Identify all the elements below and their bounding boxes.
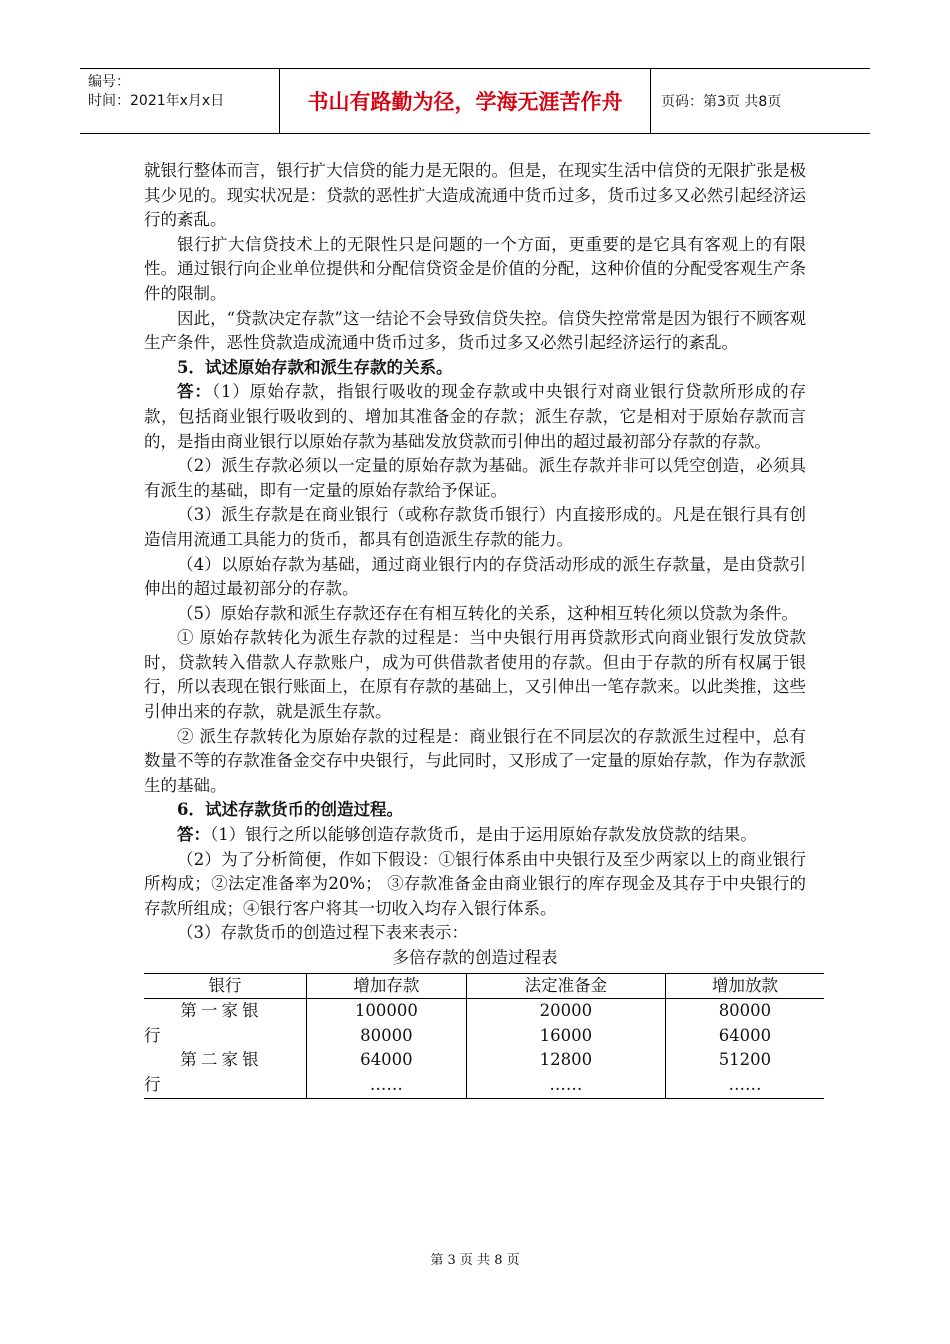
bank-cell [144,999,307,1098]
table-value: 12800 [539,1050,593,1070]
table-value: 16000 [539,1025,593,1045]
answer-lead: 答： [177,382,212,402]
deposit-creation-table [144,973,824,1099]
section-heading [144,356,806,381]
paragraph-text: （3）派生存款是在商业银行（或称存款货币银行）内直接形成的。凡是在银行具有创造信用流通工具能力的货币，都具有创造派生存款的能力。 [144,505,806,549]
paragraph-text: 5．试述原始存款和派生存款的关系。 [177,357,453,377]
table-value: 51200 [718,1050,772,1070]
table-value: 80000 [718,1001,772,1021]
table-value: …… [549,1074,583,1094]
bank-name-suffix: 行 [144,1025,161,1045]
table-value: 80000 [360,1025,413,1045]
paragraph-list [144,159,806,946]
header-meta [80,69,280,133]
table-value: 64000 [360,1050,413,1070]
table-value: 64000 [718,1025,772,1045]
paragraph-text: 银行扩大信贷技术上的无限性只是问题的一个方面，更重要的是它具有客观上的有限性。通过银行向企业单位提供和分配信贷资金是价值的分配，这种价值的分配受客观生产条件的限制。 [144,234,806,303]
table-value: 20000 [539,1001,593,1021]
table-header-bank: 银行 [208,975,242,995]
paragraph-text: （2）为了分析简便，作如下假设：①银行体系由中央银行及至少两家以上的商业银行所构成；②法定准备率为20%； ③存款准备金由商业银行的库存现金及其存于中央银行的存款所组成；④银行客户将其一切收入均存入银行体系。 [144,849,806,918]
header-page-label: 页码：第3页 共8页 [661,94,782,110]
paragraph [144,848,806,922]
paragraph [144,725,806,799]
paragraph [144,921,806,946]
paragraph-text: 因此，“贷款决定存款”这一结论不会导致信贷失控。信贷失控常常是因为银行不顾客观生产条件，恶性贷款造成流通中货币过多，货币过多又必然引起经济运行的紊乱。 [144,308,806,353]
table-title: 多倍存款的创造过程表 [392,948,558,967]
paragraph-text: 就银行整体而言，银行扩大信贷的能力是无限的。但是，在现实生活中信贷的无限扩张是极其少见的。现实状况是：贷款的恶性扩大造成流通中货币过多，货币过多又必然引起经济运行的紊乱。 [144,161,806,230]
paragraph [144,159,806,233]
bank-name: 第二家银 [180,1050,263,1070]
paragraph [144,823,806,848]
table-header-row [144,973,824,999]
paragraph-text: （5）原始存款和派生存款还存在有相互转化的关系，这种相互转化须以贷款为条件。 [177,603,798,623]
paragraph-text: ① 原始存款转化为派生存款的过程是：当中央银行用再贷款形式向商业银行发放贷款时，贷款转入借款人存款账户，成为可供借款者使用的存款。但由于存款的所有权属于银行，所以表现在银行账面上，在原有存款的基础上，又引伸出一笔存款来。以此类推，这些引伸出来的存款，就是派生存款。 [144,628,806,722]
paragraph-text: （4）以原始存款为基础，通过商业银行内的存贷活动形成的派生存款量，是由贷款引伸出的超过最初部分的存款。 [144,554,806,599]
header-code-label: 编号： [88,74,130,90]
paragraph [144,380,806,454]
paragraph [144,233,806,307]
deposit-cell [307,999,467,1098]
reserve-cell [466,999,665,1098]
paragraph [144,602,806,627]
paragraph-text: 6．试述存款货币的创造过程。 [177,800,403,820]
loan-cell [665,999,824,1098]
paragraph-text: ② 派生存款转化为原始存款的过程是：商业银行在不同层次的存款派生过程中，总有数量不等的存款准备金交存中央银行，与此同时，又形成了一定量的原始存款，作为存款派生的基础。 [144,726,806,795]
paragraph [144,454,806,503]
document-body [144,159,806,1099]
table-header-reserve: 法定准备金 [466,973,665,999]
answer-lead: 答： [177,825,210,845]
bank-name-suffix: 行 [144,1074,161,1094]
table-value: …… [369,1074,403,1094]
paragraph-text: （3）存款货币的创造过程下表来表示： [177,923,468,943]
paragraph-text: （1）银行之所以能够创造存款货币，是由于运用原始存款发放贷款的结果。 [210,825,757,845]
table-value: 100000 [354,1001,418,1021]
paragraph-text: （2）派生存款必须以一定量的原始存款为基础。派生存款并非可以凭空创造，必须具有派生的基础，即有一定量的原始存款给予保证。 [144,456,806,500]
bank-name: 第一家银 [180,1001,263,1021]
table-header-loan: 增加放款 [665,973,824,999]
header-motto: 书山有路勤为径，学海无涯苦作舟 [280,69,651,133]
section-heading [144,798,806,823]
table-header-deposit: 增加存款 [307,973,467,999]
paragraph-text: （1）原始存款，指银行吸收的现金存款或中央银行对商业银行贷款所形成的存款，包括商业银行吸收到的、增加其准备金的存款；派生存款，它是相对于原始存款而言的，是指由商业银行以原始存款为基础发放贷款而引伸出的超过最初部分存款的存款。 [144,382,807,451]
page-footer: 第 3 页 共 8 页 [430,1253,520,1268]
paragraph [144,626,806,724]
page-header [80,68,870,134]
table-value: …… [728,1074,762,1094]
paragraph [144,503,806,552]
table-row [144,999,824,1098]
paragraph [144,307,806,356]
header-date-label: 时间：2021年x月x日 [88,93,225,109]
paragraph [144,553,806,602]
